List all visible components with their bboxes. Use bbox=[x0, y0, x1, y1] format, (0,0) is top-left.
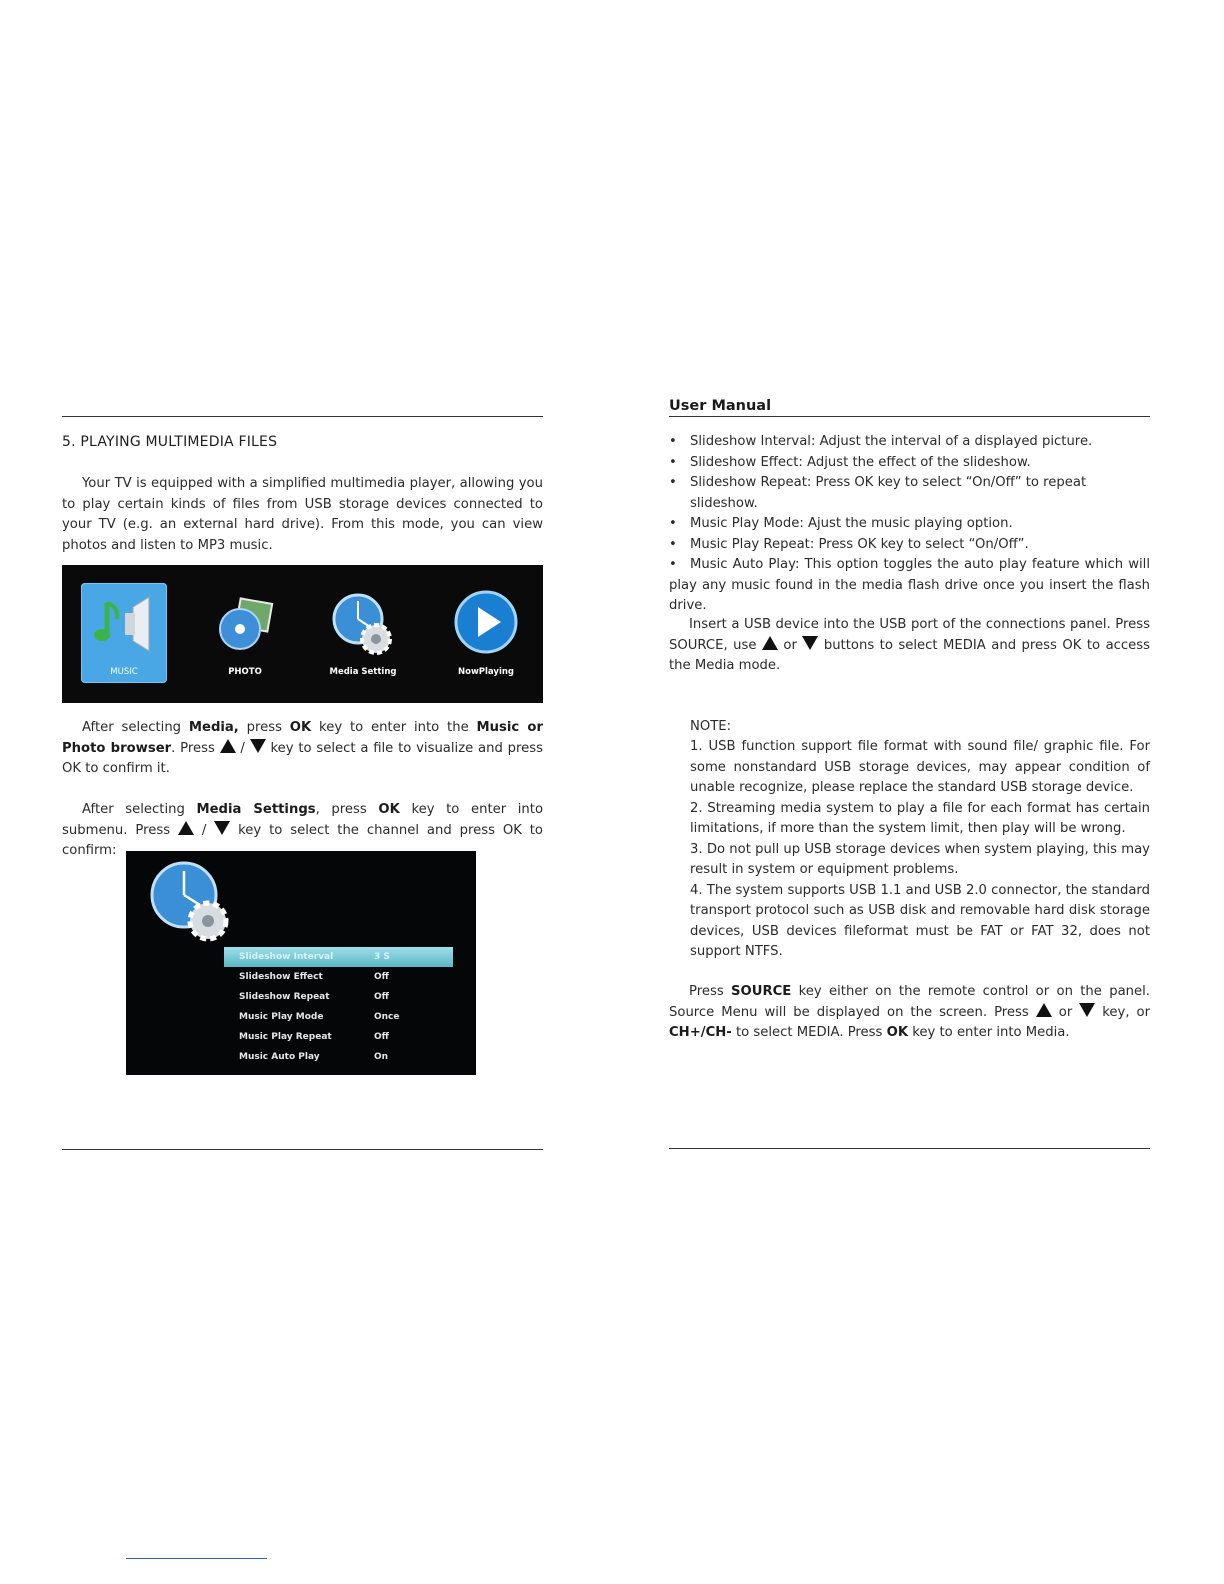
section-title: 5. PLAYING MULTIMEDIA FILES bbox=[62, 434, 278, 450]
link-underline bbox=[126, 1558, 267, 1559]
note-title: NOTE: bbox=[690, 719, 732, 734]
media-tile-music bbox=[81, 583, 167, 683]
media-tile-now-playing bbox=[443, 583, 529, 683]
right-top-rule bbox=[669, 416, 1150, 417]
settings-row: Slideshow Effect Off bbox=[239, 972, 389, 982]
left-top-rule bbox=[62, 416, 543, 417]
media-settings-screenshot bbox=[126, 851, 476, 1075]
media-tile-label: PHOTO bbox=[228, 667, 262, 677]
notes-list bbox=[690, 737, 1150, 963]
media-tile-label: NowPlaying bbox=[457, 667, 514, 677]
list-item: 2. Streaming media system to play a file for each format has certain limitations, if more than the system limit, then play will be wrong. bbox=[690, 800, 1150, 836]
media-menu-screenshot bbox=[62, 565, 543, 703]
media-browser-paragraph: After selecting Media, press OK key to enter into the Music or Photo browser. Press / key to select a file to visualize and press OK to confirm it. bbox=[62, 720, 543, 776]
media-tile-media-setting bbox=[320, 583, 406, 683]
music-note-speaker-icon bbox=[89, 589, 159, 659]
settings-row: Music Play Repeat Off bbox=[239, 1032, 389, 1042]
right-bottom-rule bbox=[669, 1148, 1150, 1149]
list-item: • Slideshow Effect: Adjust the effect of the slideshow. bbox=[669, 453, 1150, 474]
settings-row: Music Auto Play On bbox=[239, 1052, 389, 1062]
play-icon bbox=[451, 589, 521, 659]
list-item: 3. Do not pull up USB storage devices when system playing, this may result in system or equipment problems. bbox=[690, 841, 1150, 877]
up-arrow-icon bbox=[1036, 1003, 1052, 1017]
up-arrow-icon bbox=[762, 636, 778, 650]
clock-gear-icon bbox=[328, 589, 398, 659]
settings-bullet-list bbox=[669, 432, 1150, 617]
left-bottom-rule bbox=[62, 1149, 543, 1150]
media-settings-paragraph: After selecting Media Settings, press OK key to enter into submenu. Press / key to select the channel and press OK to confirm: bbox=[62, 802, 544, 858]
settings-row: Music Play Mode Once bbox=[239, 1012, 400, 1022]
clock-gear-icon bbox=[146, 859, 236, 949]
list-item: 1. USB function support file format with sound file/ graphic file. For some nonstandard USB storage devices, may appear condition of unable recognize, please replace the standard USB storage device. bbox=[690, 739, 1150, 795]
down-arrow-icon bbox=[802, 636, 818, 650]
list-item: • Slideshow Repeat: Press OK key to select “On/Off” to repeat slideshow. bbox=[669, 473, 1150, 514]
list-item: • Music Play Mode: Ajust the music playing option. bbox=[669, 514, 1150, 535]
photo-disc-icon bbox=[210, 589, 280, 659]
intro-paragraph: Your TV is equipped with a simplified multimedia player, allowing you to play certain kinds of files from USB storage devices connected to your TV (e.g. an external hard drive). From this mode, you can view photos and listen to MP3 music. bbox=[62, 476, 543, 553]
settings-row: Slideshow Repeat Off bbox=[239, 992, 389, 1002]
list-item: 4. The system supports USB 1.1 and USB 2.0 connector, the standard transport protocol such as USB disk and removable hard disk storage devices, USB devices fileformat must be FAT or FAT 32, does not support NTFS. bbox=[690, 882, 1150, 959]
settings-row-selected: Slideshow Interval 3 S bbox=[224, 947, 453, 967]
media-tile-photo bbox=[202, 583, 288, 683]
down-arrow-icon bbox=[1079, 1003, 1095, 1017]
page-header: User Manual bbox=[669, 398, 772, 414]
up-arrow-icon bbox=[178, 821, 194, 835]
down-arrow-icon bbox=[250, 739, 266, 753]
list-item: • Slideshow Interval: Adjust the interval of a displayed picture. bbox=[669, 432, 1150, 453]
media-tile-label: Media Setting bbox=[329, 667, 397, 677]
insert-usb-paragraph: Insert a USB device into the USB port of the connections panel. Press SOURCE, use or buttons to select MEDIA and press OK to access the Media mode. bbox=[669, 617, 1151, 673]
source-paragraph: Press SOURCE key either on the remote control or on the panel. Source Menu will be displayed on the screen. Press or key, or CH+/CH- to select MEDIA. Press OK key to enter into Media. bbox=[669, 984, 1150, 1040]
down-arrow-icon bbox=[214, 821, 230, 835]
up-arrow-icon bbox=[220, 739, 236, 753]
media-tile-label: MUSIC bbox=[110, 667, 138, 677]
list-item: • Music Auto Play: This option toggles the auto play feature which will play any music found in the media flash drive once you insert the flash drive. bbox=[669, 555, 1150, 617]
list-item: • Music Play Repeat: Press OK key to select “On/Off”. bbox=[669, 535, 1150, 556]
